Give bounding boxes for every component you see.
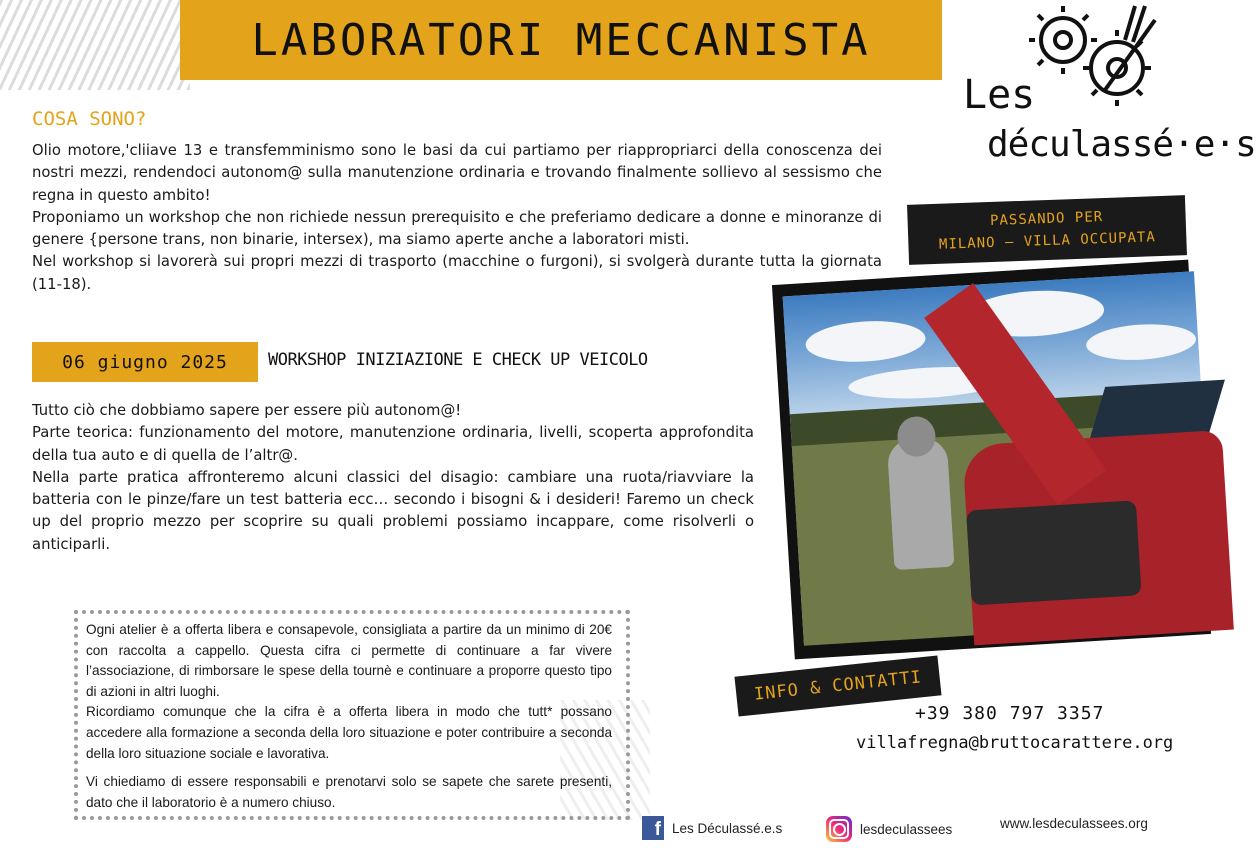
- photo-frame: [772, 260, 1211, 660]
- email-address[interactable]: villafregna@bruttocarattere.org: [856, 733, 1174, 753]
- logo: [955, 0, 1256, 175]
- instagram-icon: [826, 816, 852, 842]
- offer-paragraph: Vi chiediamo di essere responsabili e prenotarvi solo se sapete che sarete presenti, dato che il laboratorio è a numero chiuso.: [86, 774, 612, 810]
- facebook-label: Les Déculassé.e.s: [672, 820, 783, 836]
- workshop-details: [32, 400, 754, 556]
- intro-paragraph: Olio motore,'cliiave 13 e transfemminismo sono le basi da cui partiamo per riappropriarci della conoscenza dei nostri mezzi, rendendoci autonom@ sulla manutenzione ordinaria e trovando finalmente sollievo al sessismo che regna in questo ambito!: [32, 142, 882, 204]
- logo-name: déculassé·e·s: [987, 124, 1256, 165]
- offer-box: [74, 610, 630, 820]
- intro-text: [32, 140, 882, 296]
- gear-wrench-icon: [1025, 0, 1175, 110]
- workshop-paragraph: Nella parte pratica affronteremo alcuni classici del disagio: cambiare una ruota/riavviare la batteria con le pinze/fare un test batteria ecc… secondo i bisogni & i desideri! Faremo un check up del proprio mezzo per scoprire su quali problemi possiamo incappare, come risolverli o anticiparli.: [32, 468, 754, 553]
- offer-paragraph: Ogni atelier è a offerta libera e consapevole, consigliata a partire da un minimo di 20€ con raccolta a cappello. Questa cifra ci permette di continuare a far vivere l’associazione, di rimborsare le spese della tournè e continuare a proporre questo tipo di azioni in altri luoghi.: [86, 622, 612, 699]
- location-line-1: PASSANDO PER: [989, 209, 1104, 229]
- intro-paragraph: Nel workshop si lavorerà sui propri mezzi di trasporto (macchine o furgoni), si svolgerà durante tutta la giornata (11-18).: [32, 253, 882, 293]
- logo-prefix: Les: [963, 72, 1036, 118]
- location-line-2: MILANO — VILLA OCCUPATA: [938, 229, 1157, 253]
- website-label: www.lesdeculassees.org: [1000, 816, 1148, 831]
- location-tag: [907, 195, 1187, 265]
- contacts-label: INFO & CONTATTI: [753, 667, 923, 705]
- car-repair-photo: [783, 271, 1215, 644]
- page-title: LABORATORI MECCANISTA: [251, 14, 871, 66]
- instagram-link[interactable]: [826, 816, 952, 842]
- workshop-paragraph: Parte teorica: funzionamento del motore, manutenzione ordinaria, livelli, scoperta approfondita della tua auto e di quella de l’altr@.: [32, 424, 754, 464]
- intro-heading: COSA SONO?: [32, 108, 147, 130]
- intro-paragraph: Proponiamo un workshop che non richiede nessun prerequisito e che preferiamo dedicare a donne e minoranze di genere {persone trans, non binarie, intersex), ma siamo aperte anche a laboratori misti.: [32, 208, 882, 249]
- facebook-link[interactable]: [642, 816, 782, 840]
- workshop-title: WORKSHOP INIZIAZIONE E CHECK UP VEICOLO: [268, 350, 648, 370]
- website-link[interactable]: [1000, 816, 1148, 831]
- workshop-paragraph: Tutto ciò che dobbiamo sapere per essere più autonom@!: [32, 402, 462, 419]
- offer-paragraph: Ricordiamo comunque che la cifra è a offerta libera in modo che tutt* possano accedere alla formazione a seconda della loro situazione e poter contribuire a seconda della loro situazione sociale e lavorativa.: [86, 704, 612, 761]
- title-banner: [180, 0, 942, 80]
- phone-number[interactable]: +39 380 797 3357: [915, 703, 1105, 724]
- instagram-label: lesdeculassees: [860, 821, 953, 837]
- facebook-icon: f: [642, 816, 664, 840]
- workshop-date: 06 giugno 2025: [62, 351, 228, 373]
- workshop-date-tag: [32, 342, 258, 382]
- contacts-tag: [734, 655, 941, 716]
- tire-track-decoration: [0, 0, 190, 90]
